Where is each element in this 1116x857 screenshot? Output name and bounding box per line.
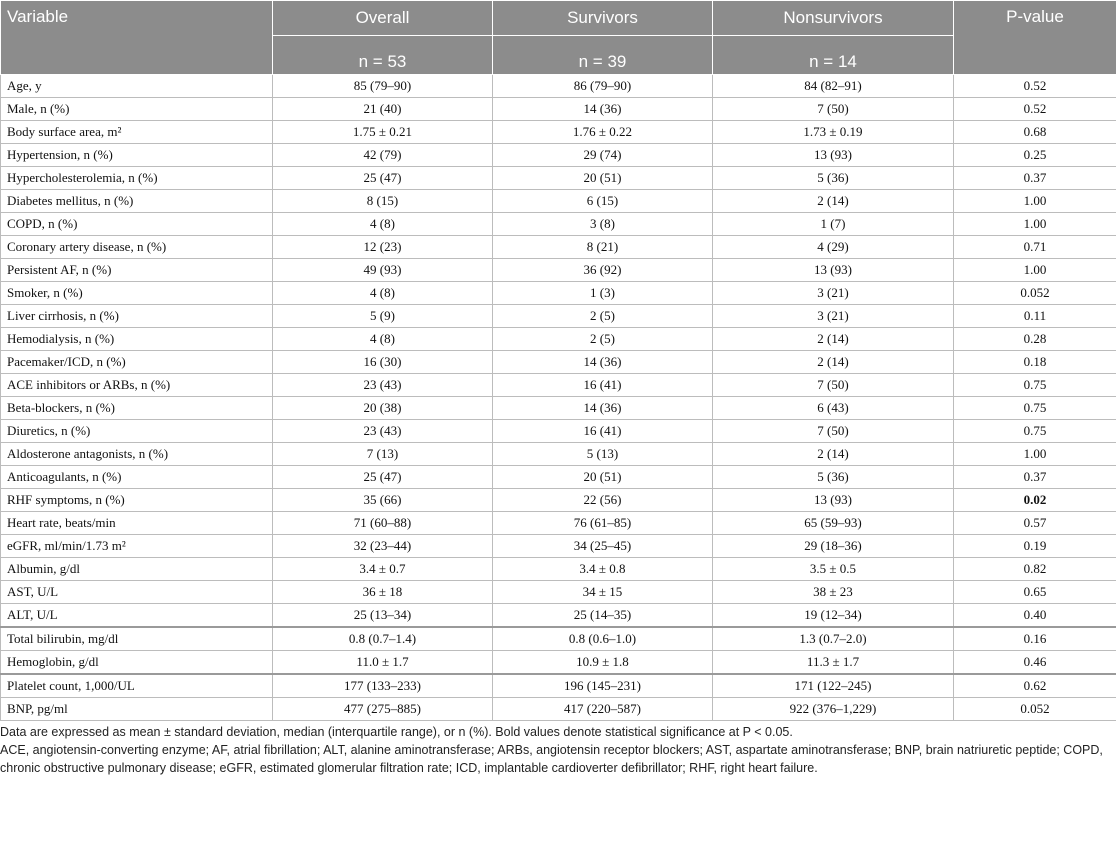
cell-p-value: 0.57 (954, 512, 1116, 535)
header-p-value: P-value (954, 1, 1116, 75)
cell-overall: 0.8 (0.7–1.4) (273, 627, 493, 651)
cell-survivors: 20 (51) (493, 466, 713, 489)
table-row (1, 397, 1116, 420)
cell-survivors: 25 (14–35) (493, 604, 713, 628)
cell-p-value: 0.18 (954, 351, 1116, 374)
cell-p-value: 0.75 (954, 374, 1116, 397)
header-overall: Overall (273, 1, 493, 36)
cell-survivors: 1 (3) (493, 282, 713, 305)
cell-survivors: 1.76 ± 0.22 (493, 121, 713, 144)
table-row (1, 420, 1116, 443)
cell-overall: 11.0 ± 1.7 (273, 651, 493, 675)
cell-overall: 477 (275–885) (273, 698, 493, 721)
cell-survivors: 36 (92) (493, 259, 713, 282)
cell-nonsurvivors: 13 (93) (713, 489, 954, 512)
cell-nonsurvivors: 1.73 ± 0.19 (713, 121, 954, 144)
table-row (1, 674, 1116, 698)
cell-nonsurvivors: 13 (93) (713, 144, 954, 167)
cell-nonsurvivors: 1 (7) (713, 213, 954, 236)
table-row (1, 581, 1116, 604)
cell-p-value: 0.75 (954, 397, 1116, 420)
cell-variable: Diabetes mellitus, n (%) (1, 190, 273, 213)
cell-survivors: 14 (36) (493, 351, 713, 374)
cell-nonsurvivors: 1.3 (0.7–2.0) (713, 627, 954, 651)
table-row (1, 213, 1116, 236)
cell-nonsurvivors: 2 (14) (713, 443, 954, 466)
cell-variable: Beta-blockers, n (%) (1, 397, 273, 420)
cell-nonsurvivors: 922 (376–1,229) (713, 698, 954, 721)
table-row (1, 282, 1116, 305)
cell-overall: 49 (93) (273, 259, 493, 282)
cell-p-value: 0.37 (954, 167, 1116, 190)
cell-overall: 5 (9) (273, 305, 493, 328)
cell-p-value: 0.65 (954, 581, 1116, 604)
cell-variable: Persistent AF, n (%) (1, 259, 273, 282)
cell-variable: Heart rate, beats/min (1, 512, 273, 535)
cell-variable: ALT, U/L (1, 604, 273, 628)
cell-overall: 85 (79–90) (273, 75, 493, 98)
cell-survivors: 2 (5) (493, 305, 713, 328)
table-header (1, 1, 1116, 75)
cell-variable: Age, y (1, 75, 273, 98)
cell-overall: 25 (13–34) (273, 604, 493, 628)
cell-survivors: 10.9 ± 1.8 (493, 651, 713, 675)
cell-survivors: 20 (51) (493, 167, 713, 190)
cell-overall: 25 (47) (273, 466, 493, 489)
cell-variable: Body surface area, m² (1, 121, 273, 144)
table-footnotes (0, 721, 1116, 777)
cell-p-value: 1.00 (954, 259, 1116, 282)
footnote-abbreviations: ACE, angiotensin-converting enzyme; AF, atrial fibrillation; ALT, alanine aminotransferase; ARBs, angiotensin receptor blockers; AST, aspartate aminotransferase; BNP, brain natriuretic peptide; COPD, chronic obstructive pulmonary disease; eGFR, estimated glomerular filtration rate; ICD, implantable cardioverter defibrillator; RHF, right heart failure. (0, 743, 1103, 775)
cell-overall: 177 (133–233) (273, 674, 493, 698)
cell-variable: BNP, pg/ml (1, 698, 273, 721)
header-n-survivors: n = 39 (493, 36, 713, 75)
cell-survivors: 5 (13) (493, 443, 713, 466)
cell-survivors: 2 (5) (493, 328, 713, 351)
table-row (1, 651, 1116, 675)
table-row (1, 604, 1116, 628)
cell-survivors: 16 (41) (493, 420, 713, 443)
table-row (1, 512, 1116, 535)
cell-overall: 3.4 ± 0.7 (273, 558, 493, 581)
table-row (1, 698, 1116, 721)
cell-nonsurvivors: 38 ± 23 (713, 581, 954, 604)
table-body (1, 75, 1116, 721)
cell-survivors: 196 (145–231) (493, 674, 713, 698)
table-row (1, 121, 1116, 144)
table-row (1, 236, 1116, 259)
cell-survivors: 34 ± 15 (493, 581, 713, 604)
cell-variable: eGFR, ml/min/1.73 m² (1, 535, 273, 558)
cell-p-value: 0.37 (954, 466, 1116, 489)
cell-nonsurvivors: 29 (18–36) (713, 535, 954, 558)
cell-variable: Albumin, g/dl (1, 558, 273, 581)
header-survivors: Survivors (493, 1, 713, 36)
cell-overall: 25 (47) (273, 167, 493, 190)
cell-p-value: 0.71 (954, 236, 1116, 259)
table-row (1, 190, 1116, 213)
table-row (1, 328, 1116, 351)
cell-nonsurvivors: 13 (93) (713, 259, 954, 282)
table-row (1, 489, 1116, 512)
cell-p-value: 0.28 (954, 328, 1116, 351)
cell-survivors: 86 (79–90) (493, 75, 713, 98)
cell-p-value: 0.052 (954, 282, 1116, 305)
cell-nonsurvivors: 2 (14) (713, 351, 954, 374)
table-row (1, 305, 1116, 328)
cell-p-value: 1.00 (954, 190, 1116, 213)
cell-survivors: 14 (36) (493, 397, 713, 420)
cell-variable: Hypercholesterolemia, n (%) (1, 167, 273, 190)
footnote-definitions: Data are expressed as mean ± standard deviation, median (interquartile range), or n (%). Bold values denote statistical significance at P < 0.05. (0, 725, 793, 739)
cell-survivors: 0.8 (0.6–1.0) (493, 627, 713, 651)
cell-overall: 4 (8) (273, 328, 493, 351)
cell-nonsurvivors: 7 (50) (713, 374, 954, 397)
cell-nonsurvivors: 5 (36) (713, 167, 954, 190)
cell-variable: Aldosterone antagonists, n (%) (1, 443, 273, 466)
cell-p-value: 0.02 (954, 489, 1116, 512)
table-row (1, 466, 1116, 489)
cell-nonsurvivors: 7 (50) (713, 98, 954, 121)
cell-variable: Male, n (%) (1, 98, 273, 121)
table-row (1, 443, 1116, 466)
cell-p-value: 0.62 (954, 674, 1116, 698)
cell-nonsurvivors: 11.3 ± 1.7 (713, 651, 954, 675)
cell-survivors: 16 (41) (493, 374, 713, 397)
cell-p-value: 1.00 (954, 443, 1116, 466)
cell-p-value: 0.19 (954, 535, 1116, 558)
cell-nonsurvivors: 2 (14) (713, 328, 954, 351)
cell-variable: Diuretics, n (%) (1, 420, 273, 443)
cell-nonsurvivors: 171 (122–245) (713, 674, 954, 698)
table-row (1, 627, 1116, 651)
cell-p-value: 0.052 (954, 698, 1116, 721)
cell-p-value: 0.40 (954, 604, 1116, 628)
cell-survivors: 14 (36) (493, 98, 713, 121)
table-row (1, 98, 1116, 121)
cell-p-value: 0.82 (954, 558, 1116, 581)
cell-nonsurvivors: 7 (50) (713, 420, 954, 443)
table-row (1, 558, 1116, 581)
cell-survivors: 29 (74) (493, 144, 713, 167)
cell-variable: RHF symptoms, n (%) (1, 489, 273, 512)
cell-survivors: 417 (220–587) (493, 698, 713, 721)
table-row (1, 259, 1116, 282)
cell-nonsurvivors: 65 (59–93) (713, 512, 954, 535)
cell-nonsurvivors: 84 (82–91) (713, 75, 954, 98)
cell-nonsurvivors: 5 (36) (713, 466, 954, 489)
table-row (1, 167, 1116, 190)
cell-survivors: 76 (61–85) (493, 512, 713, 535)
cell-p-value: 0.46 (954, 651, 1116, 675)
cell-nonsurvivors: 3 (21) (713, 305, 954, 328)
header-n-nonsurvivors: n = 14 (713, 36, 954, 75)
cell-overall: 16 (30) (273, 351, 493, 374)
cell-p-value: 0.52 (954, 98, 1116, 121)
table-row (1, 374, 1116, 397)
cell-nonsurvivors: 19 (12–34) (713, 604, 954, 628)
cell-overall: 35 (66) (273, 489, 493, 512)
cell-overall: 23 (43) (273, 374, 493, 397)
table-row (1, 535, 1116, 558)
table-row (1, 351, 1116, 374)
cell-survivors: 34 (25–45) (493, 535, 713, 558)
cell-variable: Liver cirrhosis, n (%) (1, 305, 273, 328)
cell-overall: 23 (43) (273, 420, 493, 443)
cell-variable: Platelet count, 1,000/UL (1, 674, 273, 698)
cell-overall: 12 (23) (273, 236, 493, 259)
cell-survivors: 22 (56) (493, 489, 713, 512)
cell-overall: 21 (40) (273, 98, 493, 121)
cell-p-value: 0.11 (954, 305, 1116, 328)
cell-overall: 42 (79) (273, 144, 493, 167)
cell-variable: ACE inhibitors or ARBs, n (%) (1, 374, 273, 397)
cell-survivors: 3.4 ± 0.8 (493, 558, 713, 581)
cell-overall: 1.75 ± 0.21 (273, 121, 493, 144)
cell-overall: 8 (15) (273, 190, 493, 213)
cell-overall: 4 (8) (273, 213, 493, 236)
cell-variable: COPD, n (%) (1, 213, 273, 236)
cell-p-value: 0.52 (954, 75, 1116, 98)
cell-overall: 36 ± 18 (273, 581, 493, 604)
cell-p-value: 0.25 (954, 144, 1116, 167)
cell-nonsurvivors: 3 (21) (713, 282, 954, 305)
cell-nonsurvivors: 6 (43) (713, 397, 954, 420)
cell-nonsurvivors: 4 (29) (713, 236, 954, 259)
cell-variable: Anticoagulants, n (%) (1, 466, 273, 489)
cell-nonsurvivors: 3.5 ± 0.5 (713, 558, 954, 581)
cell-overall: 71 (60–88) (273, 512, 493, 535)
cell-p-value: 1.00 (954, 213, 1116, 236)
cell-p-value: 0.75 (954, 420, 1116, 443)
header-nonsurvivors: Nonsurvivors (713, 1, 954, 36)
cell-overall: 7 (13) (273, 443, 493, 466)
cell-variable: Hemoglobin, g/dl (1, 651, 273, 675)
cell-variable: Total bilirubin, mg/dl (1, 627, 273, 651)
cell-survivors: 8 (21) (493, 236, 713, 259)
table-row (1, 144, 1116, 167)
cell-overall: 20 (38) (273, 397, 493, 420)
cell-variable: AST, U/L (1, 581, 273, 604)
cell-p-value: 0.68 (954, 121, 1116, 144)
cell-survivors: 6 (15) (493, 190, 713, 213)
header-variable: Variable (1, 1, 273, 75)
cell-variable: Hypertension, n (%) (1, 144, 273, 167)
cell-variable: Hemodialysis, n (%) (1, 328, 273, 351)
cell-variable: Smoker, n (%) (1, 282, 273, 305)
table-row (1, 75, 1116, 98)
cell-variable: Pacemaker/ICD, n (%) (1, 351, 273, 374)
header-n-overall: n = 53 (273, 36, 493, 75)
cell-p-value: 0.16 (954, 627, 1116, 651)
cell-overall: 32 (23–44) (273, 535, 493, 558)
cell-nonsurvivors: 2 (14) (713, 190, 954, 213)
cell-survivors: 3 (8) (493, 213, 713, 236)
cell-overall: 4 (8) (273, 282, 493, 305)
cell-variable: Coronary artery disease, n (%) (1, 236, 273, 259)
